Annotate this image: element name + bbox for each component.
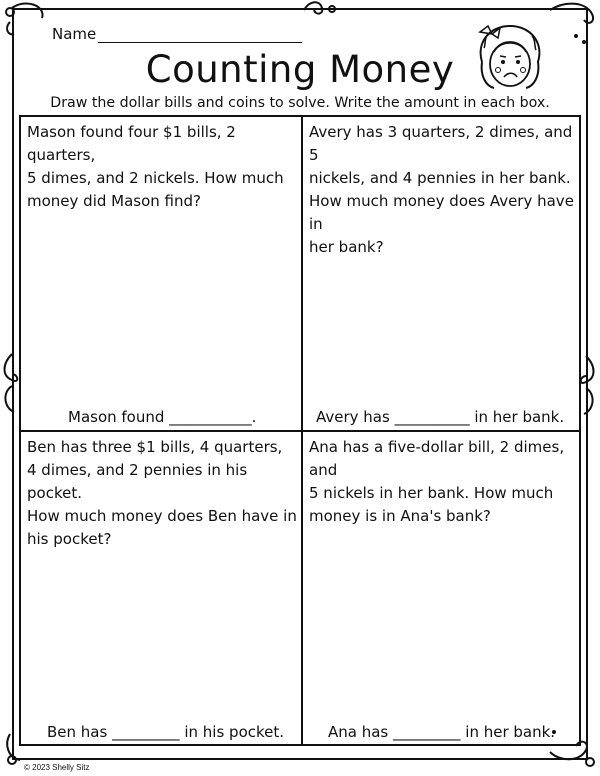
problem-line: money is in Ana's bank?: [309, 507, 491, 525]
problem-line: his pocket?: [27, 530, 112, 548]
problem-line: her bank?: [309, 238, 384, 256]
problem-line: 4 dimes, and 2 pennies in his pocket.: [27, 461, 248, 502]
problem-line: nickels, and 4 pennies in her bank.: [309, 169, 571, 187]
problem-line: 5 dimes, and 2 nickels. How much: [27, 169, 284, 187]
problem-line: Mason found four $1 bills, 2 quarters,: [27, 123, 236, 164]
instructions: Draw the dollar bills and coins to solve. Write the amount in each box.: [50, 95, 550, 111]
problem-box-mason[interactable]: [21, 117, 301, 430]
problem-line: How much money does Avery have in: [309, 192, 574, 233]
top-swirl: [300, 0, 340, 24]
problem-text: [27, 121, 301, 213]
girl-face-icon: [470, 22, 550, 94]
problem-line: 5 nickels in her bank. How much: [309, 484, 554, 502]
answer-line[interactable]: Avery has __________ in her bank.: [316, 408, 565, 426]
problem-text: [27, 436, 301, 551]
name-blank-line[interactable]: [98, 26, 302, 43]
page-title: Counting Money: [145, 48, 455, 91]
problem-line: Ana has a five-dollar bill, 2 dimes, and: [309, 438, 565, 479]
problem-box-avery[interactable]: [303, 117, 581, 430]
answer-line[interactable]: Mason found ___________.: [68, 408, 257, 426]
problem-line: How much money does Ben have in: [27, 507, 297, 525]
name-field[interactable]: [52, 25, 302, 43]
answer-line[interactable]: Ben has _________ in his pocket.: [47, 723, 285, 741]
problem-box-ben[interactable]: [21, 432, 301, 744]
problem-grid: [19, 115, 581, 746]
name-label: Name: [52, 25, 97, 43]
problem-box-ana[interactable]: [303, 432, 581, 744]
corner-swirl-top-left: [2, 0, 48, 40]
corner-swirl-top-right: [546, 0, 600, 48]
copyright-notice: © 2023 Shelly Sitz: [24, 763, 90, 772]
problem-text: [309, 436, 581, 528]
answer-line[interactable]: Ana has _________ in her bank.: [328, 723, 556, 741]
problem-line: Avery has 3 quarters, 2 dimes, and 5: [309, 123, 573, 164]
problem-text: [309, 121, 581, 259]
problem-line: money did Mason find?: [27, 192, 201, 210]
problem-line: Ben has three $1 bills, 4 quarters,: [27, 438, 283, 456]
